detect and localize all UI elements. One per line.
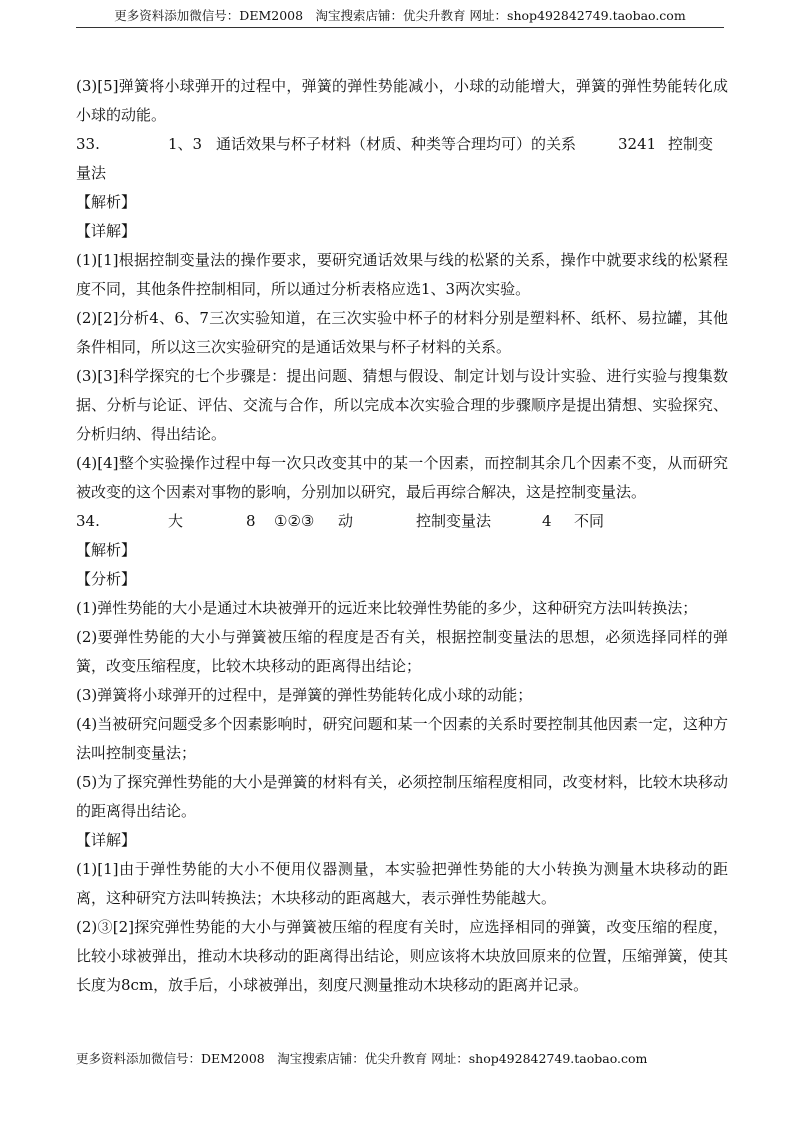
answer-row-33 [76,130,728,159]
paragraph: (1)弹性势能的大小是通过木块被弹开的远近来比较弹性势能的多少，这种研究方法叫转换法； [76,599,698,617]
answer: 不同 [574,512,605,530]
section-label: 【分析】 [76,570,137,588]
answer: 通话效果与杯子材料（材质、种类等合理均可）的关系 [216,135,577,153]
page-header: 更多资料添加微信号：DEM2008 淘宝搜索店铺：优尖升教育 网址：shop492842749.taobao.com [114,8,686,23]
header-rule [76,27,724,28]
paragraph: (4)[4]整个实验操作过程中每一次只改变其中的某一个因素，而控制其余几个因素不变，从而研究被改变的这个因素对事物的影响，分别加以研究，最后再综合解决，这是控制变量法。 [76,454,728,501]
paragraph: (3)[3]科学探究的七个步骤是：提出问题、猜想与假设、制定计划与设计实验、进行实验与搜集数据、分析与论证、评估、交流与合作，所以完成本次实验合理的步骤顺序是提出猜想、实验探究、分析归纳、得出结论。 [76,367,728,443]
paragraph: (1)[1]根据控制变量法的操作要求，要研究通话效果与线的松紧的关系，操作中就要求线的松紧程度不同，其他条件控制相同，所以通过分析表格应选1、3两次实验。 [76,251,728,298]
page-content [76,72,728,1000]
question-number: 34. [76,512,100,530]
answer: 大 [168,512,184,530]
paragraph: (1)[1]由于弹性势能的大小不便用仪器测量，本实验把弹性势能的大小转换为测量木块移动的距离，这种研究方法叫转换法；木块移动的距离越大，表示弹性势能越大。 [76,860,728,907]
answer: 4 [542,512,552,530]
paragraph: (2)[2]分析4、6、7三次实验知道，在三次实验中杯子的材料分别是塑料杯、纸杯、易拉罐，其他条件相同，所以这三次实验研究的是通话效果与杯子材料的关系。 [76,309,728,356]
answer-row-34 [76,507,728,536]
paragraph: (3)[5]弹簧将小球弹开的过程中，弹簧的弹性势能减小，小球的动能增大，弹簧的弹性势能转化成小球的动能。 [76,77,728,124]
section-label: 【详解】 [76,831,137,849]
answer: 3241 [618,135,657,153]
answer: 控制变 [668,135,714,153]
section-label: 【解析】 [76,541,137,559]
question-number: 33. [76,135,100,153]
answer: 控制变量法 [416,512,492,530]
paragraph: (2)要弹性势能的大小与弹簧被压缩的程度是否有关，根据控制变量法的思想，必须选择同样的弹簧，改变压缩程度，比较木块移动的距离得出结论； [76,628,728,675]
section-label: 【解析】 [76,193,137,211]
answer: ①②③ [274,512,315,530]
paragraph: (5)为了探究弹性势能的大小是弹簧的材料有关，必须控制压缩程度相同，改变材料，比较木块移动的距离得出结论。 [76,773,728,820]
paragraph: (2)③[2]探究弹性势能的大小与弹簧被压缩的程度有关时，应选择相同的弹簧，改变压缩的程度，比较小球被弹出，推动木块移动的距离得出结论，则应该将木块放回原来的位置，压缩弹簧，使其长度为8cm，放手后，小球被弹出，刻度尺测量推动木块移动的距离并记录。 [76,918,728,994]
answer: 1、3 [168,135,203,153]
paragraph: (4)当被研究问题受多个因素影响时，研究问题和某一个因素的关系时要控制其他因素一定，这种方法叫控制变量法； [76,715,728,762]
page-footer: 更多资料添加微信号：DEM2008 淘宝搜索店铺：优尖升教育 网址：shop492842749.taobao.com [76,1051,648,1066]
answer: 动 [338,512,354,530]
section-label: 【详解】 [76,222,137,240]
paragraph: (3)弹簧将小球弹开的过程中，是弹簧的弹性势能转化成小球的动能； [76,686,533,704]
answer-continuation: 量法 [76,164,107,182]
answer: 8 [246,512,256,530]
